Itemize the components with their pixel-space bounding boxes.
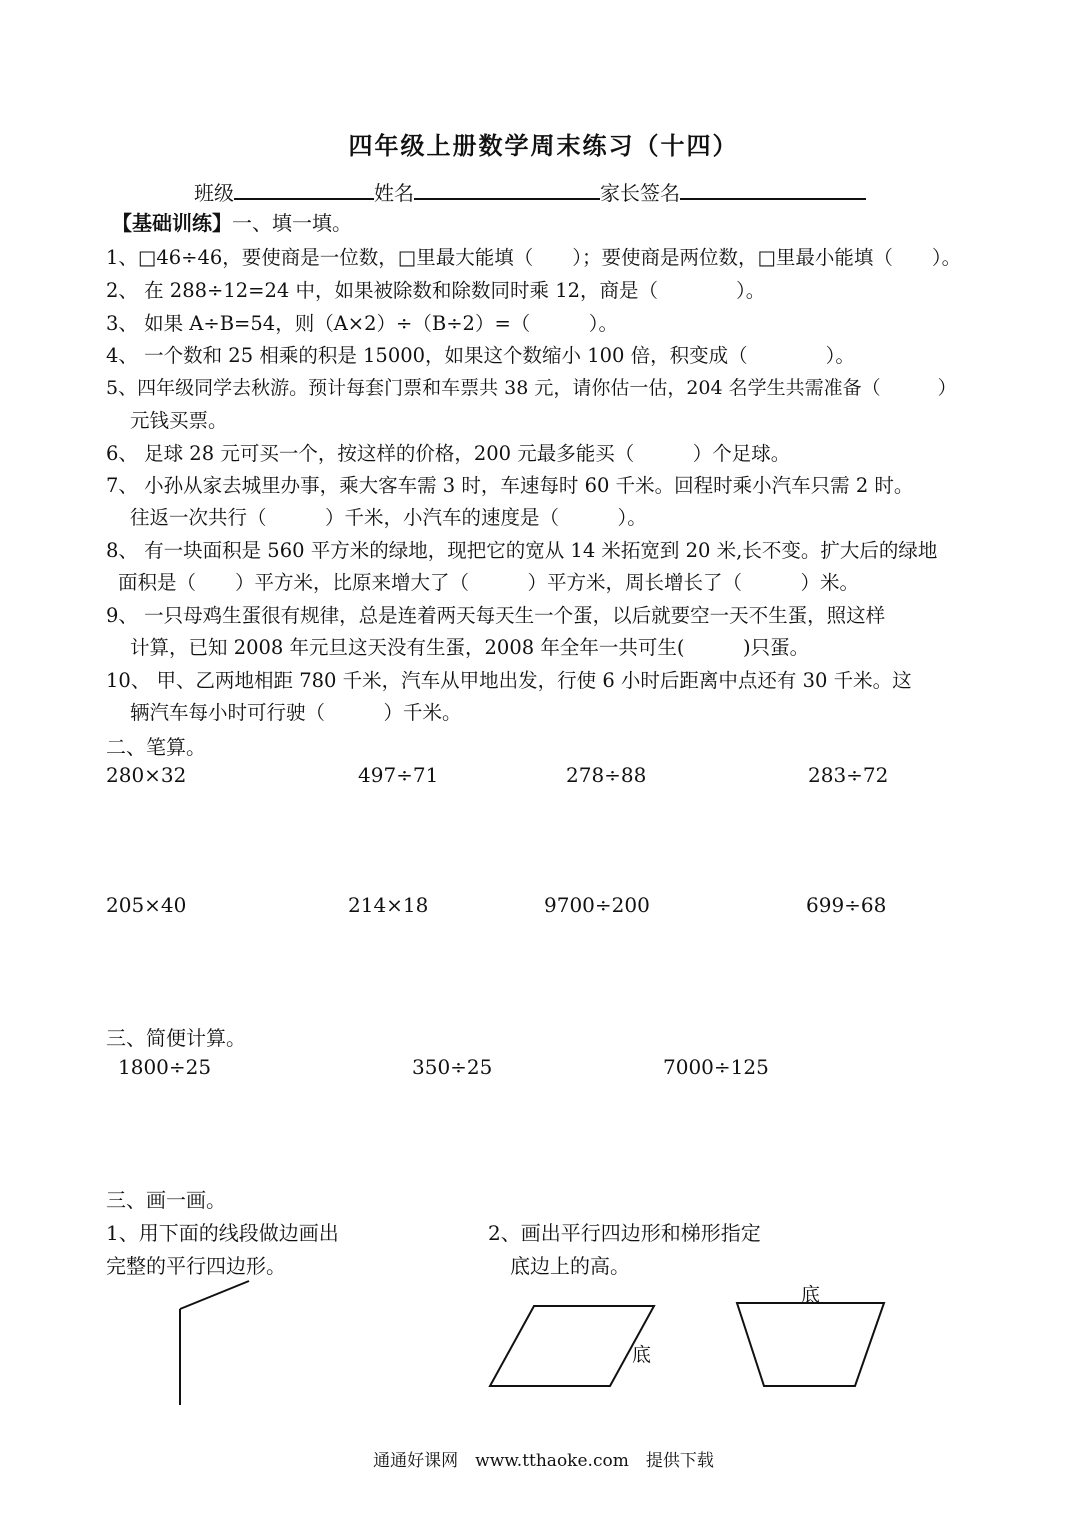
given-segments bbox=[180, 1281, 249, 1405]
simple-calc-item: 1800÷25 bbox=[118, 1055, 212, 1079]
parallelogram-shape bbox=[490, 1306, 654, 1386]
section3-heading: 三、简便计算。 bbox=[106, 1026, 246, 1050]
calc-item: 214×18 bbox=[348, 893, 429, 917]
question-5-line2: 元钱买票。 bbox=[130, 409, 228, 432]
calc-item: 280×32 bbox=[106, 763, 187, 787]
section2-heading: 二、笔算。 bbox=[106, 735, 206, 759]
question-8-line2: 面积是（ ）平方米，比原来增大了（ ）平方米，周长增长了（ ）米。 bbox=[118, 571, 860, 594]
section1-tag: 【基础训练】 bbox=[112, 211, 232, 235]
top-segment bbox=[180, 1281, 249, 1309]
page-title: 四年级上册数学周末练习（十四） bbox=[348, 132, 739, 160]
simple-calc-item: 7000÷125 bbox=[663, 1055, 769, 1079]
question-10-line2: 辆汽车每小时可行驶（ ）千米。 bbox=[130, 701, 462, 724]
class-label: 班级 bbox=[194, 181, 234, 205]
question-6: 6、 足球 28 元可买一个，按这样的价格，200 元最多能买（ ）个足球。 bbox=[106, 442, 791, 465]
question-3: 3、 如果 A÷B=54，则（A×2）÷（B÷2）=（ ）。 bbox=[106, 312, 619, 335]
question-7-line2: 往返一次共行（ ）千米，小汽车的速度是（ ）。 bbox=[130, 506, 647, 529]
calc-item: 278÷88 bbox=[566, 763, 647, 787]
question-8-line1: 8、 有一块面积是 560 平方米的绿地，现把它的宽从 14 米拓宽到 20 米,长不变。扩大后的绿地 bbox=[106, 539, 938, 562]
section4-heading: 三、画一画。 bbox=[106, 1188, 226, 1212]
simple-calc-item: 350÷25 bbox=[412, 1055, 493, 1079]
trapezoid-shape bbox=[737, 1303, 884, 1386]
question-10-line1: 10、 甲、乙两地相距 780 千米，汽车从甲地出发，行使 6 小时后距离中点还有 30 千米。这 bbox=[106, 669, 912, 692]
parent-signature-label: 家长签名 bbox=[600, 181, 680, 205]
question-2: 2、 在 288÷12=24 中，如果被除数和除数同时乘 12，商是（ ）。 bbox=[106, 279, 766, 302]
calc-item: 283÷72 bbox=[808, 763, 889, 787]
calc-item: 9700÷200 bbox=[544, 893, 650, 917]
question-4: 4、 一个数和 25 相乘的积是 15000，如果这个数缩小 100 倍，积变成（ ）。 bbox=[106, 344, 855, 367]
name-label: 姓名 bbox=[374, 181, 414, 205]
question-1: 1、□46÷46，要使商是一位数，□里最大能填（ ）；要使商是两位数，□里最小能填（ ）。 bbox=[106, 246, 962, 269]
draw-problem-2-line1: 2、画出平行四边形和梯形指定 bbox=[488, 1221, 761, 1245]
question-9-line2: 计算，已知 2008 年元旦这天没有生蛋，2008 年全年一共可生( )只蛋。 bbox=[130, 636, 810, 659]
question-9-line1: 9、 一只母鸡生蛋很有规律，总是连着两天每天生一个蛋，以后就要空一天不生蛋，照这样 bbox=[106, 604, 886, 627]
calc-item: 205×40 bbox=[106, 893, 187, 917]
section1-title: 一、填一填。 bbox=[232, 211, 352, 235]
parallelogram-base-label: 底 bbox=[632, 1344, 652, 1366]
draw-problem-1-line2: 完整的平行四边形。 bbox=[106, 1254, 286, 1278]
draw-problem-1-line1: 1、用下面的线段做边画出 bbox=[106, 1221, 339, 1245]
question-5-line1: 5、四年级同学去秋游。预计每套门票和车票共 38 元，请你估一估，204 名学生共需准备（ ） bbox=[106, 377, 957, 399]
trapezoid-base-label: 底 bbox=[801, 1284, 821, 1306]
question-7-line1: 7、 小孙从家去城里办事，乘大客车需 3 时，车速每时 60 千米。回程时乘小汽车只需 2 时。 bbox=[106, 474, 914, 497]
calc-item: 699÷68 bbox=[806, 893, 887, 917]
footer-credit: 通通好课网 www.tthaoke.com 提供下载 bbox=[373, 1451, 714, 1471]
draw-problem-2-line2: 底边上的高。 bbox=[510, 1254, 630, 1278]
calc-item: 497÷71 bbox=[358, 763, 439, 787]
